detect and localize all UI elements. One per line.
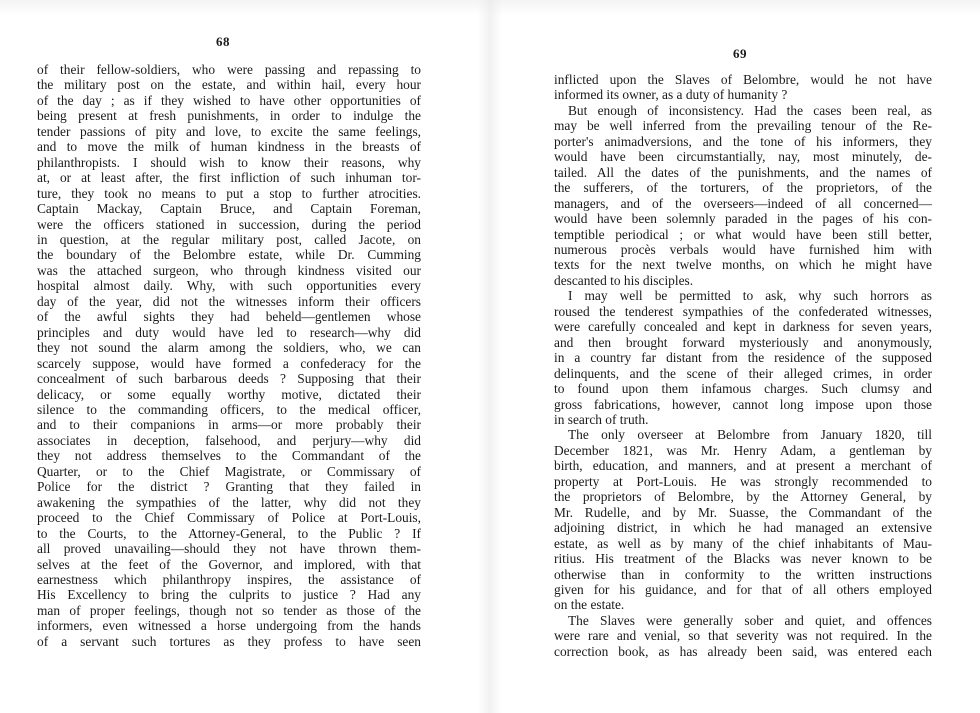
text-line: gross fabrications, however, cannot long impose upon those <box>554 396 932 412</box>
text-line: day of the year, did not the witnesses inform their officers <box>37 293 421 309</box>
text-line: roused the tenderest sympathies of the confederated witnesses, <box>554 303 932 319</box>
text-line: may be well inferred from the prevailing tenour of the Re- <box>554 118 932 134</box>
text-line: Police for the district ? Granting that they failed in <box>37 479 421 495</box>
text-line: temptible periodical ; or what would have been still better, <box>554 226 932 242</box>
text-line: to the Courts, to the Attorney-General, to the Public ? If <box>37 525 421 541</box>
text-line: given for his guidance, and for that of all others employed <box>554 581 932 597</box>
text-line: would have been solemnly paraded in the pages of his con- <box>554 211 932 227</box>
text-line: at, or at least after, the first infliction of such inhuman tor- <box>37 170 421 186</box>
text-line: in search of truth. <box>554 411 649 427</box>
text-line: and to move the milk of human kindness in the breasts of <box>37 139 421 155</box>
text-line: silence to the commanding officers, to the medical officer, <box>37 401 421 417</box>
text-line: was the attached surgeon, who through kindness visited our <box>37 262 421 278</box>
text-line: were rare and venial, so that severity was not required. In the <box>554 628 932 644</box>
text-line: of the day ; as if they wished to have other opportunities of <box>37 92 421 108</box>
text-line: the proprietors of Belombre, by the Attorney General, by <box>554 489 932 505</box>
text-line: hospital almost daily. Why, with such opportunities every <box>37 278 421 294</box>
text-line: tailed. All the dates of the punishments, and the names of <box>554 164 932 180</box>
text-line: were carefully concealed and kept in darkness for seven years, <box>554 319 932 335</box>
text-line: in a country far distant from the residence of the supposed <box>554 350 932 366</box>
text-line: delicacy, or some equally worthy motive, dictated their <box>37 386 421 402</box>
text-line: scarcely suppose, would have formed a confederacy for the <box>37 355 421 371</box>
text-line: in question, at the regular military post, called Jacote, on <box>37 231 421 247</box>
text-line: His Excellency to bring the culprits to justice ? Had any <box>37 587 421 603</box>
text-line: were the officers stationed in succession, during the period <box>37 216 421 232</box>
text-line: principles and duty would have led to research—why did <box>37 324 421 340</box>
text-line: adjoining district, in which he had managed an extensive <box>554 520 932 536</box>
text-line: of a servant such tortures as they profess to have seen <box>37 633 421 649</box>
text-line: otherwise than in conformity to the written instructions <box>554 566 932 582</box>
text-line: birth, education, and manners, and at present a merchant of <box>554 458 932 474</box>
text-line: they not sound the alarm among the soldiers, who, we can <box>37 340 421 356</box>
text-line: December 1821, was Mr. Henry Adam, a gentleman by <box>554 442 932 458</box>
text-line: being present at fresh punishments, in order to indulge the <box>37 108 421 124</box>
text-line: texts for the next twelve months, on which he might have <box>554 257 932 273</box>
text-line: earnestness which philanthropy inspires, the assistance of <box>37 571 421 587</box>
text-line: property at Port-Louis. He was strongly recommended to <box>554 473 932 489</box>
text-line: The only overseer at Belombre from January 1820, till <box>568 427 932 443</box>
text-line: concealment of such barbarous deeds ? Supposing that their <box>37 371 421 387</box>
text-line: proceed to the Chief Commissary of Police at Port-Louis, <box>37 510 421 526</box>
text-line: they not address themselves to the Commandant of the <box>37 448 421 464</box>
text-line: delinquents, and the scene of their alleged crimes, in order <box>554 365 932 381</box>
text-line: the boundary of the Belombre estate, while Dr. Cumming <box>37 247 421 263</box>
text-line: all proved unavailing—should they not have thrown them- <box>37 541 421 557</box>
text-line: Mr. Rudelle, and by Mr. Suasse, the Commandant of the <box>554 504 932 520</box>
text-line: estate, as well as by many of the chief inhabitants of Mau- <box>554 535 932 551</box>
text-line: managers, and of the overseers—indeed of all concerned— <box>554 195 932 211</box>
text-line: Captain Mackay, Captain Bruce, and Captain Foreman, <box>37 201 421 217</box>
text-line: and to their companions in arms—or more probably their <box>37 417 421 433</box>
text-line: the military post on the estate, and within hail, every hour <box>37 77 421 93</box>
text-line: correction book, as has already been said, was entered each <box>554 643 932 659</box>
text-line: associates in deception, falsehood, and perjury—why did <box>37 432 421 448</box>
text-line: on the estate. <box>554 597 625 613</box>
right-page-text <box>554 72 932 659</box>
right-page <box>490 0 980 713</box>
text-line: ture, they took no means to put a stop to further atrocities. <box>37 185 421 201</box>
text-line: the sufferers, of the torturers, of the proprietors, of the <box>554 180 932 196</box>
text-line: man of proper feelings, though not so tender as those of the <box>37 602 421 618</box>
text-line: tender passions of pity and love, to excite the same feelings, <box>37 123 421 139</box>
text-line: descanted to his disciples. <box>554 272 694 288</box>
text-line: ritius. His treatment of the Blacks was never known to be <box>554 551 932 567</box>
text-line: porter's animadversions, and the tone of his informers, they <box>554 133 932 149</box>
text-line: awakening the sympathies of the latter, why did not they <box>37 494 421 510</box>
text-line: numerous procès verbals would have furnished him with <box>554 241 932 257</box>
text-line: selves at the feet of the Governor, and implored, with that <box>37 556 421 572</box>
text-line: Quarter, or to the Chief Magistrate, or Commissary of <box>37 463 421 479</box>
text-line: and then brought forward mysteriously and anonymously, <box>554 334 932 350</box>
text-line: The Slaves were generally sober and quiet, and offences <box>568 612 932 628</box>
left-page-text <box>37 62 421 649</box>
text-line: of the awful sights they had beheld—gentlemen whose <box>37 309 421 325</box>
text-line: would have been circumstantially, nay, most minutely, de- <box>554 149 932 165</box>
page-number-left: 68 <box>216 34 230 49</box>
text-line: philanthropists. I should wish to know their reasons, why <box>37 154 421 170</box>
text-line: to found upon them infamous charges. Such clumsy and <box>554 381 932 397</box>
page-number-right: 69 <box>733 46 747 61</box>
text-line: inflicted upon the Slaves of Belombre, would he not have <box>554 72 932 87</box>
text-line: I may well be permitted to ask, why such horrors as <box>568 288 932 304</box>
text-line: informers, even witnessed a horse undergoing from the hands <box>37 618 421 634</box>
text-line: of their fellow-soldiers, who were passing and repassing to <box>37 62 421 77</box>
text-line: But enough of inconsistency. Had the cases been real, as <box>568 102 932 118</box>
text-line: informed its owner, as a duty of humanity ? <box>554 87 788 103</box>
